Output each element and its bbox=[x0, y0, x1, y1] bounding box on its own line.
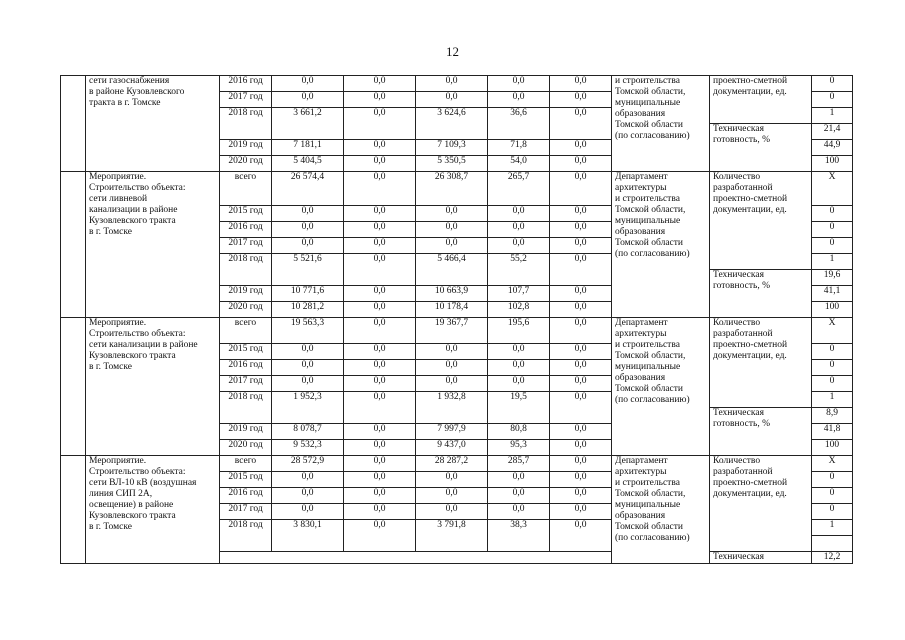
extra-cell: 0,0 bbox=[550, 172, 612, 206]
indicator-value: 1 bbox=[812, 108, 853, 124]
regional-cell: 7 109,3 bbox=[416, 140, 488, 156]
extra-cell: 0,0 bbox=[550, 108, 612, 140]
indicator-value: X bbox=[812, 172, 853, 206]
federal-cell: 0,0 bbox=[344, 286, 416, 302]
total-cell: 3 830,1 bbox=[272, 520, 344, 552]
local-cell: 0,0 bbox=[488, 206, 550, 222]
total-cell: 7 181,1 bbox=[272, 140, 344, 156]
year-cell: 2016 год bbox=[220, 76, 272, 92]
indicator-value: 41,8 bbox=[812, 424, 853, 440]
federal-cell: 0,0 bbox=[344, 392, 416, 424]
total-cell: 19 563,3 bbox=[272, 318, 344, 344]
extra-cell: 0,0 bbox=[550, 456, 612, 472]
year-cell: 2016 год bbox=[220, 222, 272, 238]
indicator-value: X bbox=[812, 318, 853, 344]
federal-cell: 0,0 bbox=[344, 360, 416, 376]
regional-cell: 0,0 bbox=[416, 376, 488, 392]
year-cell: 2017 год bbox=[220, 504, 272, 520]
extra-cell: 0,0 bbox=[550, 504, 612, 520]
year-cell: 2019 год bbox=[220, 424, 272, 440]
total-cell: 3 661,2 bbox=[272, 108, 344, 140]
local-cell: 0,0 bbox=[488, 92, 550, 108]
federal-cell: 0,0 bbox=[344, 302, 416, 318]
indicator-name: Техническая готовность, % bbox=[710, 124, 812, 172]
indicator-name: Техническая готовность, % bbox=[710, 408, 812, 456]
local-cell: 195,6 bbox=[488, 318, 550, 344]
indicator-value: 41,1 bbox=[812, 286, 853, 302]
indicator-value: 21,4 bbox=[812, 124, 853, 140]
num-cell bbox=[61, 172, 86, 318]
year-cell: 2020 год bbox=[220, 156, 272, 172]
local-cell: 102,8 bbox=[488, 302, 550, 318]
federal-cell: 0,0 bbox=[344, 424, 416, 440]
indicator-value: 44,9 bbox=[812, 140, 853, 156]
indicator-value: 0 bbox=[812, 92, 853, 108]
extra-cell: 0,0 bbox=[550, 440, 612, 456]
extra-cell: 0,0 bbox=[550, 424, 612, 440]
event-name: сети газоснабжения в районе Кузовлевского тракта в г. Томске bbox=[86, 76, 220, 172]
indicator-name: Техническая bbox=[710, 552, 812, 564]
local-cell: 80,8 bbox=[488, 424, 550, 440]
indicator-name: Количество разработанной проектно-сметной документации, ед. bbox=[710, 318, 812, 408]
indicator-value: 0 bbox=[812, 344, 853, 360]
year-cell: всего bbox=[220, 456, 272, 472]
local-cell: 265,7 bbox=[488, 172, 550, 206]
local-cell: 38,3 bbox=[488, 520, 550, 552]
year-cell: 2016 год bbox=[220, 488, 272, 504]
local-cell: 0,0 bbox=[488, 376, 550, 392]
local-cell: 0,0 bbox=[488, 238, 550, 254]
extra-cell: 0,0 bbox=[550, 488, 612, 504]
local-cell: 0,0 bbox=[488, 222, 550, 238]
total-cell: 0,0 bbox=[272, 76, 344, 92]
local-cell: 0,0 bbox=[488, 488, 550, 504]
regional-cell: 10 663,9 bbox=[416, 286, 488, 302]
year-cell: 2018 год bbox=[220, 108, 272, 140]
regional-cell: 28 287,2 bbox=[416, 456, 488, 472]
regional-cell: 19 367,7 bbox=[416, 318, 488, 344]
total-cell: 1 952,3 bbox=[272, 392, 344, 424]
year-cell: 2019 год bbox=[220, 286, 272, 302]
indicator-value: 8,9 bbox=[812, 408, 853, 424]
regional-cell: 3 791,8 bbox=[416, 520, 488, 552]
indicator-value: 0 bbox=[812, 238, 853, 254]
extra-cell: 0,0 bbox=[550, 472, 612, 488]
regional-cell: 5 466,4 bbox=[416, 254, 488, 286]
local-cell: 36,6 bbox=[488, 108, 550, 140]
total-cell: 0,0 bbox=[272, 92, 344, 108]
local-cell: 0,0 bbox=[488, 360, 550, 376]
indicator-value: 100 bbox=[812, 440, 853, 456]
federal-cell: 0,0 bbox=[344, 488, 416, 504]
extra-cell: 0,0 bbox=[550, 92, 612, 108]
regional-cell: 3 624,6 bbox=[416, 108, 488, 140]
table-row bbox=[61, 172, 853, 206]
indicator-value: 1 bbox=[812, 392, 853, 408]
extra-cell: 0,0 bbox=[550, 156, 612, 172]
regional-cell: 0,0 bbox=[416, 238, 488, 254]
extra-cell: 0,0 bbox=[550, 254, 612, 286]
local-cell: 19,5 bbox=[488, 392, 550, 424]
extra-cell: 0,0 bbox=[550, 520, 612, 552]
federal-cell: 0,0 bbox=[344, 318, 416, 344]
indicator-value: 12,2 bbox=[812, 552, 853, 564]
year-cell: 2015 год bbox=[220, 344, 272, 360]
federal-cell: 0,0 bbox=[344, 206, 416, 222]
local-cell: 71,8 bbox=[488, 140, 550, 156]
federal-cell: 0,0 bbox=[344, 76, 416, 92]
federal-cell: 0,0 bbox=[344, 440, 416, 456]
year-cell: 2015 год bbox=[220, 206, 272, 222]
extra-cell: 0,0 bbox=[550, 360, 612, 376]
extra-cell: 0,0 bbox=[550, 318, 612, 344]
extra-cell: 0,0 bbox=[550, 76, 612, 92]
regional-cell: 0,0 bbox=[416, 222, 488, 238]
num-cell bbox=[61, 318, 86, 456]
local-cell: 95,3 bbox=[488, 440, 550, 456]
empty-cell bbox=[220, 552, 612, 564]
event-name: Мероприятие. Строительство объекта: сети ливневой канализации в районе Кузовлевского тракта в г. Томске bbox=[86, 172, 220, 318]
local-cell: 0,0 bbox=[488, 344, 550, 360]
indicator-value: 0 bbox=[812, 206, 853, 222]
event-name: Мероприятие. Строительство объекта: сети канализации в районе Кузовлевского тракта в г. Томске bbox=[86, 318, 220, 456]
table-row bbox=[61, 76, 853, 92]
total-cell: 8 078,7 bbox=[272, 424, 344, 440]
year-cell: 2018 год bbox=[220, 392, 272, 424]
regional-cell: 0,0 bbox=[416, 344, 488, 360]
total-cell: 0,0 bbox=[272, 504, 344, 520]
local-cell: 0,0 bbox=[488, 504, 550, 520]
extra-cell: 0,0 bbox=[550, 222, 612, 238]
indicator-value: 1 bbox=[812, 520, 853, 536]
extra-cell: 0,0 bbox=[550, 286, 612, 302]
total-cell: 0,0 bbox=[272, 344, 344, 360]
total-cell: 0,0 bbox=[272, 206, 344, 222]
federal-cell: 0,0 bbox=[344, 344, 416, 360]
federal-cell: 0,0 bbox=[344, 140, 416, 156]
local-cell: 285,7 bbox=[488, 456, 550, 472]
indicator-value-empty bbox=[812, 536, 853, 552]
indicator-value: 0 bbox=[812, 222, 853, 238]
total-cell: 0,0 bbox=[272, 472, 344, 488]
indicator-name: Количество разработанной проектно-сметной документации, ед. bbox=[710, 172, 812, 270]
department: Департамент архитектуры и строительства Томской области, муниципальные образования Томской области (по согласованию) bbox=[612, 172, 710, 318]
federal-cell: 0,0 bbox=[344, 172, 416, 206]
table-row bbox=[61, 456, 853, 472]
extra-cell: 0,0 bbox=[550, 376, 612, 392]
total-cell: 9 532,3 bbox=[272, 440, 344, 456]
regional-cell: 26 308,7 bbox=[416, 172, 488, 206]
regional-cell: 0,0 bbox=[416, 76, 488, 92]
indicator-value: 0 bbox=[812, 76, 853, 92]
indicator-name: проектно-сметной документации, ед. bbox=[710, 76, 812, 124]
year-cell: 2017 год bbox=[220, 92, 272, 108]
total-cell: 10 771,6 bbox=[272, 286, 344, 302]
num-cell bbox=[61, 456, 86, 564]
local-cell: 55,2 bbox=[488, 254, 550, 286]
indicator-value: 19,6 bbox=[812, 270, 853, 286]
extra-cell: 0,0 bbox=[550, 140, 612, 156]
federal-cell: 0,0 bbox=[344, 472, 416, 488]
year-cell: 2018 год bbox=[220, 254, 272, 286]
extra-cell: 0,0 bbox=[550, 302, 612, 318]
regional-cell: 0,0 bbox=[416, 360, 488, 376]
regional-cell: 0,0 bbox=[416, 92, 488, 108]
total-cell: 5 404,5 bbox=[272, 156, 344, 172]
year-cell: 2015 год bbox=[220, 472, 272, 488]
local-cell: 54,0 bbox=[488, 156, 550, 172]
extra-cell: 0,0 bbox=[550, 238, 612, 254]
extra-cell: 0,0 bbox=[550, 344, 612, 360]
federal-cell: 0,0 bbox=[344, 520, 416, 552]
department: Департамент архитектуры и строительства Томской области, муниципальные образования Томской области (по согласованию) bbox=[612, 318, 710, 456]
total-cell: 0,0 bbox=[272, 360, 344, 376]
total-cell: 0,0 bbox=[272, 376, 344, 392]
local-cell: 0,0 bbox=[488, 76, 550, 92]
local-cell: 107,7 bbox=[488, 286, 550, 302]
page-number: 12 bbox=[446, 44, 459, 59]
federal-cell: 0,0 bbox=[344, 376, 416, 392]
indicator-name: Количество разработанной проектно-сметной документации, ед. bbox=[710, 456, 812, 552]
total-cell: 5 521,6 bbox=[272, 254, 344, 286]
total-cell: 10 281,2 bbox=[272, 302, 344, 318]
year-cell: 2020 год bbox=[220, 302, 272, 318]
year-cell: 2016 год bbox=[220, 360, 272, 376]
regional-cell: 0,0 bbox=[416, 504, 488, 520]
department: и строительства Томской области, муниципальные образования Томской области (по согласованию) bbox=[612, 76, 710, 172]
total-cell: 0,0 bbox=[272, 488, 344, 504]
federal-cell: 0,0 bbox=[344, 456, 416, 472]
regional-cell: 5 350,5 bbox=[416, 156, 488, 172]
regional-cell: 7 997,9 bbox=[416, 424, 488, 440]
year-cell: 2019 год bbox=[220, 140, 272, 156]
department: Департамент архитектуры и строительства Томской области, муниципальные образования Томской области (по согласованию) bbox=[612, 456, 710, 564]
indicator-value: 1 bbox=[812, 254, 853, 270]
total-cell: 0,0 bbox=[272, 222, 344, 238]
indicator-value: 0 bbox=[812, 376, 853, 392]
indicator-value: 100 bbox=[812, 156, 853, 172]
year-cell: 2017 год bbox=[220, 376, 272, 392]
regional-cell: 0,0 bbox=[416, 488, 488, 504]
year-cell: всего bbox=[220, 318, 272, 344]
indicator-value: 100 bbox=[812, 302, 853, 318]
program-table bbox=[60, 75, 853, 564]
federal-cell: 0,0 bbox=[344, 92, 416, 108]
year-cell: 2020 год bbox=[220, 440, 272, 456]
regional-cell: 9 437,0 bbox=[416, 440, 488, 456]
indicator-value: 0 bbox=[812, 488, 853, 504]
table-row bbox=[61, 318, 853, 344]
federal-cell: 0,0 bbox=[344, 504, 416, 520]
extra-cell: 0,0 bbox=[550, 392, 612, 424]
federal-cell: 0,0 bbox=[344, 254, 416, 286]
total-cell: 28 572,9 bbox=[272, 456, 344, 472]
regional-cell: 10 178,4 bbox=[416, 302, 488, 318]
year-cell: 2018 год bbox=[220, 520, 272, 552]
num-cell bbox=[61, 76, 86, 172]
regional-cell: 1 932,8 bbox=[416, 392, 488, 424]
indicator-value: 0 bbox=[812, 504, 853, 520]
federal-cell: 0,0 bbox=[344, 222, 416, 238]
local-cell: 0,0 bbox=[488, 472, 550, 488]
event-name: Мероприятие. Строительство объекта: сети ВЛ-10 кВ (воздушная линия СИП 2А, освещение) в районе Кузовлевского тракта в г. Томске bbox=[86, 456, 220, 564]
extra-cell: 0,0 bbox=[550, 206, 612, 222]
indicator-value: X bbox=[812, 456, 853, 472]
indicator-value: 0 bbox=[812, 472, 853, 488]
total-cell: 0,0 bbox=[272, 238, 344, 254]
year-cell: всего bbox=[220, 172, 272, 206]
indicator-name: Техническая готовность, % bbox=[710, 270, 812, 318]
federal-cell: 0,0 bbox=[344, 108, 416, 140]
regional-cell: 0,0 bbox=[416, 472, 488, 488]
federal-cell: 0,0 bbox=[344, 238, 416, 254]
indicator-value: 0 bbox=[812, 360, 853, 376]
regional-cell: 0,0 bbox=[416, 206, 488, 222]
federal-cell: 0,0 bbox=[344, 156, 416, 172]
total-cell: 26 574,4 bbox=[272, 172, 344, 206]
year-cell: 2017 год bbox=[220, 238, 272, 254]
